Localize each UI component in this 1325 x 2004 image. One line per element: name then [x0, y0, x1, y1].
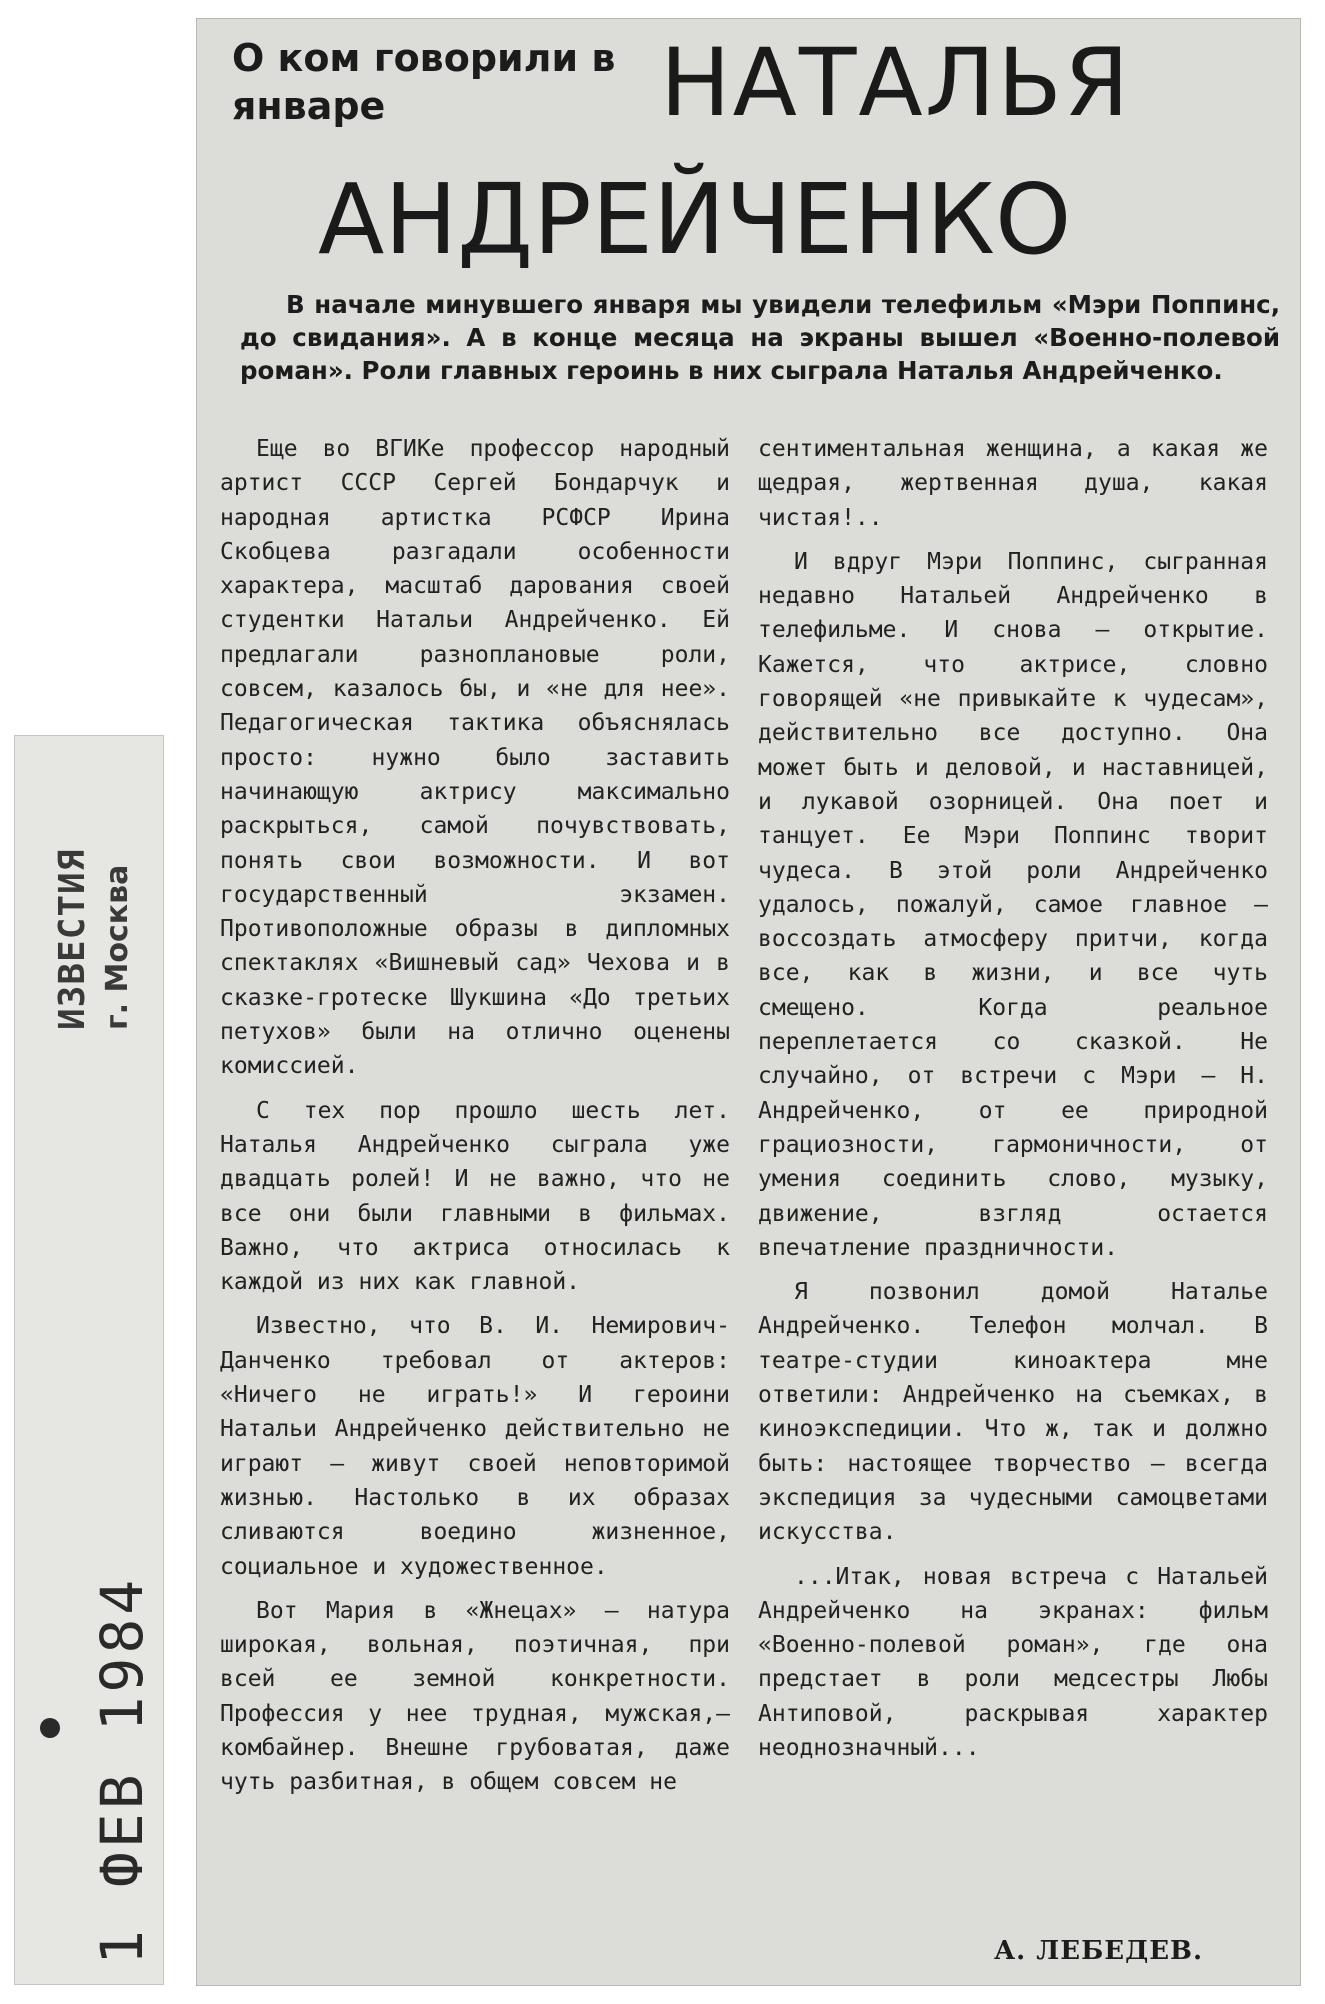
article-lead: В начале минувшего января мы увидели телефильм «Мэри Поппинс, до свидания». А в конце месяца на экраны вышел «Военно-полевой роман». Роли главных героинь в них сыграла Наталья Андрейченко.: [240, 290, 1280, 385]
stamp-city: г. Москва: [100, 864, 135, 1030]
article-column-right: [758, 432, 1268, 1765]
stamp-dot: [40, 1718, 60, 1738]
stamp-newspaper-name: ИЗВЕСТИЯ: [52, 848, 93, 1030]
article-kicker: О ком говорили в январе: [232, 36, 616, 128]
stamp-date: 1 ФЕВ 1984: [88, 1575, 156, 1965]
paragraph: Я позвонил домой Наталье Андрейченко. Телефон молчал. В театре-студии киноактера мне ответили: Андрейченко на съемках, в киноэкспедиции. Что ж, так и должно быть: настоящее творчество — всегда экспедиция за чудесными самоцветами искусства.: [758, 1279, 1268, 1546]
paragraph: С тех пор прошло шесть лет. Наталья Андрейченко сыграла уже двадцать ролей! И не важно, что не все они были главными в фильмах. Важно, что актриса относилась к каждой из них как главной.: [220, 1097, 730, 1296]
paragraph: Еще во ВГИКе профессор народный артист СССР Сергей Бондарчук и народная артистка РСФСР Ирина Скобцева разгадали особенности характера, масштаб дарования своей студентки Натальи Андрейченко. Ей предлагали разноплановые роли, совсем, казалось бы, и «не для нее». Педагогическая тактика объяснялась просто: нужно было заставить начинающую актрису максимально раскрыться, самой почувствовать, понять свои возможности. И вот государственный экзамен. Противоположные образы в дипломных спектаклях «Вишневый сад» Чехова и в сказке-гротеске Шукшина «До третьих петухов» были на отлично оценены комиссией.: [220, 436, 730, 1080]
paragraph: ...Итак, новая встреча с Натальей Андрейченко на экранах: фильм «Военно-полевой роман», где она предстает в роли медсестры Любы Антиповой, раскрывая характер неоднозначный...: [758, 1563, 1268, 1761]
headline-first-name: НАТАЛЬЯ: [660, 29, 1132, 138]
article-column-left: [220, 432, 730, 1800]
paragraph-continued: сентиментальная женщина, а какая же щедрая, жертвенная душа, какая чистая!..: [758, 436, 1268, 531]
paragraph: Известно, что В. И. Немирович-Данченко требовал от актеров: «Ничего не играть!» И героини Натальи Андрейченко действительно не играют — живут своей неповторимой жизнью. Настолько в их образах сливаются воедино жизненное, социальное и художественное.: [220, 1313, 730, 1580]
headline-last-name: АНДРЕЙЧЕНКО: [318, 163, 1072, 276]
paragraph: Вот Мария в «Жнецах» — натура широкая, вольная, поэтичная, при всей ее земной конкретности. Профессия у нее трудная, мужская,—комбайнер. Внешне грубоватая, даже чуть разбитная, в общем совсем не: [220, 1597, 730, 1796]
paragraph: И вдруг Мэри Поппинс, сыгранная недавно Натальей Андрейченко в телефильме. И снова — открытие. Кажется, что актрисе, словно говорящей «не привыкайте к чудесам», действительно все доступно. Она может быть и деловой, и наставницей, и лукавой озорницей. Она поет и танцует. Ее Мэри Поппинс творит чудеса. В этой роли Андрейченко удалось, пожалуй, самое главное — воссоздать атмосферу притчи, когда все, как в жизни, и все чуть смещено. Когда реальное переплетается со сказкой. Не случайно, от встречи с Мэри — Н. Андрейченко, от ее природной грациозности, гармоничности, от умения соединить слово, музыку, движение, взгляд остается впечатление праздничности.: [758, 548, 1268, 1261]
article-author-signature: А. ЛЕБЕДЕВ.: [994, 1936, 1204, 1966]
